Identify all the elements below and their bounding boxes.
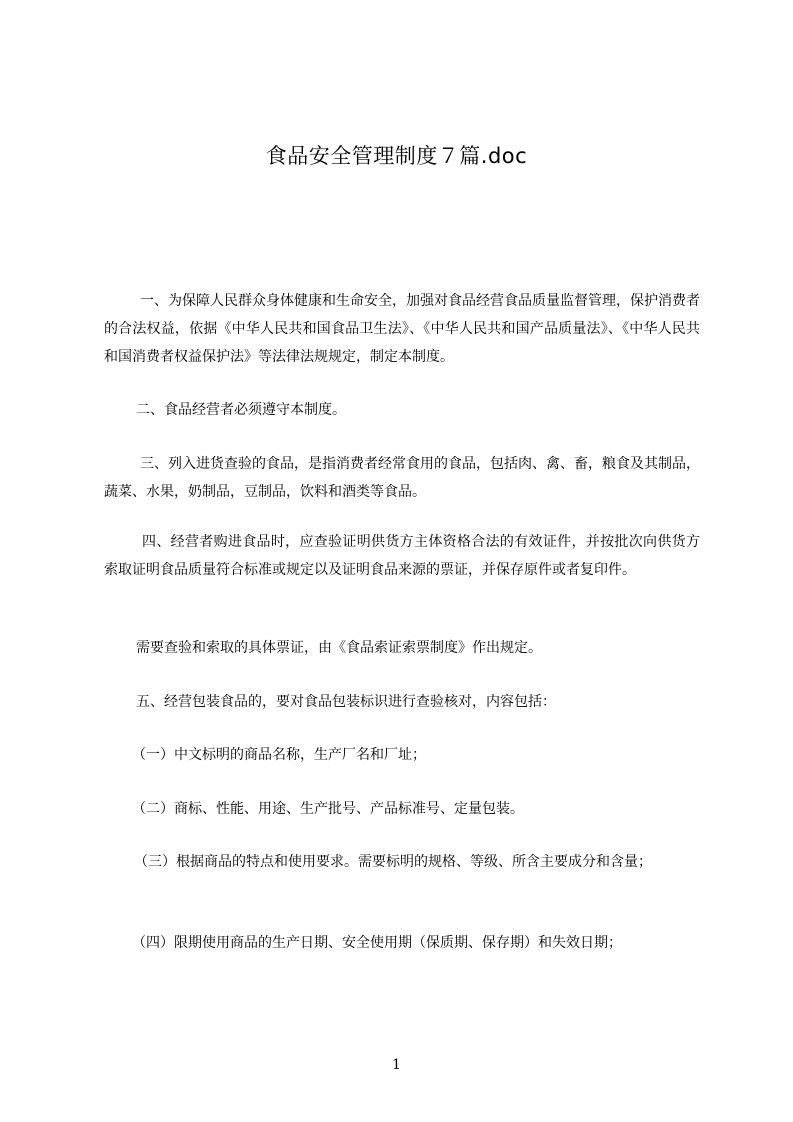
- paragraph-1: 一、为保障人民群众身体健康和生命安全，加强对食品经营食品质量监督管理，保护消费者的合法权益，依据《中华人民共和国食品卫生法》、《中华人民共和国产品质量法》、《中华人民共和国消费者权益保护法》等法律法规规定，制定本制度。: [104, 293, 700, 365]
- paragraph-3: 三、列入进货查验的食品，是指消费者经常食用的食品，包括肉、禽、畜，粮食及其制品，蔬菜、水果，奶制品，豆制品，饮料和酒类等食品。: [104, 456, 700, 500]
- paragraph-4: 四、经营者购进食品时，应查验证明供货方主体资格合法的有效证件，并按批次向供货方索取证明食品质量符合标准或规定以及证明食品来源的票证，并保存原件或者复印件。: [104, 534, 700, 578]
- list-item-1: （一）中文标明的商品名称，生产厂名和厂址；: [132, 747, 426, 763]
- document-title: 食品安全管理制度７篇.doc: [265, 144, 528, 168]
- paragraph-5: 需要查验和索取的具体票证，由《食品索证索票制度》作出规定。: [136, 640, 542, 656]
- paragraph-2: 二、食品经营者必须遵守本制度。: [136, 402, 346, 418]
- list-item-2: （二）商标、性能、用途、生产批号、产品标准号、定量包装。: [132, 801, 524, 817]
- page-number: 1: [392, 1057, 401, 1073]
- paragraph-6: 五、经营包装食品的，要对食品包装标识进行查验核对，内容包括：: [136, 694, 556, 710]
- list-item-4: （四）限期使用商品的生产日期、安全使用期（保质期、保存期）和失效日期；: [132, 935, 622, 951]
- list-item-3: （三）根据商品的特点和使用要求。需要标明的规格、等级、所含主要成分和含量；: [134, 854, 652, 870]
